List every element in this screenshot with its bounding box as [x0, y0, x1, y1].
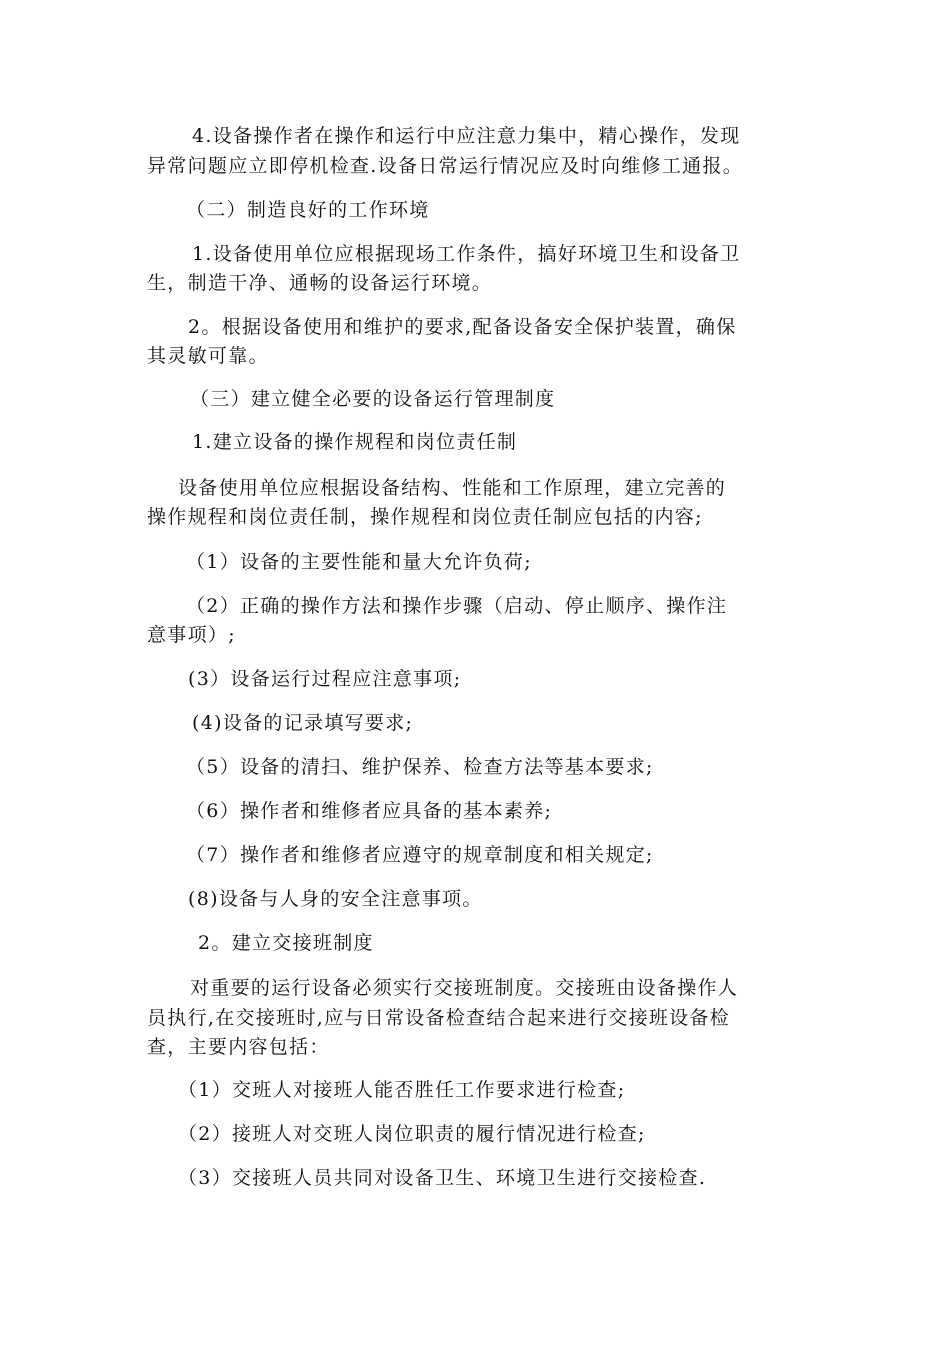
paragraph-line: 对重要的运行设备必须实行交接班制度。交接班由设备操作人	[190, 977, 739, 999]
list-item: （1）交班人对接班人能否胜任工作要求进行检查;	[178, 1079, 626, 1101]
paragraph-line: 设备使用单位应根据设备结构、性能和工作原理，建立完善的	[178, 477, 727, 499]
list-item: 意事项）;	[147, 624, 236, 646]
section-heading: （三）建立健全必要的设备运行管理制度	[190, 388, 556, 410]
subsection-heading: 2。建立交接班制度	[198, 932, 374, 954]
paragraph-line: 员执行,在交接班时,应与日常设备检查结合起来进行交接班设备检	[147, 1007, 731, 1029]
section-heading: （二）制造良好的工作环境	[186, 199, 430, 221]
paragraph-line: 生，制造干净、通畅的设备运行环境。	[147, 272, 493, 294]
list-item: (3）设备运行过程应注意事项;	[188, 668, 462, 690]
paragraph-line: 异常问题应立即停机检查.设备日常运行情况应及时向维修工通报。	[147, 155, 744, 177]
paragraph-line: 2。根据设备使用和维护的要求,配备设备安全保护装置，确保	[188, 316, 737, 338]
list-item: (4)设备的记录填写要求;	[192, 712, 414, 734]
paragraph-line: 4.设备操作者在操作和运行中应注意力集中，精心操作，发现	[192, 125, 741, 147]
list-item: （2）接班人对交班人岗位职责的履行情况进行检查;	[178, 1123, 646, 1145]
list-item: （2）正确的操作方法和操作步骤（启动、停止顺序、操作注	[186, 595, 728, 617]
list-item: （1）设备的主要性能和量大允许负荷;	[186, 551, 532, 573]
paragraph-line: 操作规程和岗位责任制，操作规程和岗位责任制应包括的内容;	[147, 506, 703, 528]
list-item: （3）交接班人员共同对设备卫生、环境卫生进行交接检查.	[178, 1167, 707, 1189]
list-item: （7）操作者和维修者应遵守的规章制度和相关规定;	[186, 844, 654, 866]
list-item: （6）操作者和维修者应具备的基本素养;	[186, 800, 553, 822]
list-item: (8)设备与人身的安全注意事项。	[188, 888, 483, 910]
subsection-heading: 1.建立设备的操作规程和岗位责任制	[192, 431, 518, 453]
paragraph-line: 1.设备使用单位应根据现场工作条件，搞好环境卫生和设备卫	[192, 243, 741, 265]
list-item: （5）设备的清扫、维护保养、检查方法等基本要求;	[186, 756, 654, 778]
paragraph-line: 其灵敏可靠。	[147, 345, 269, 367]
paragraph-line: 查，主要内容包括：	[147, 1036, 330, 1058]
